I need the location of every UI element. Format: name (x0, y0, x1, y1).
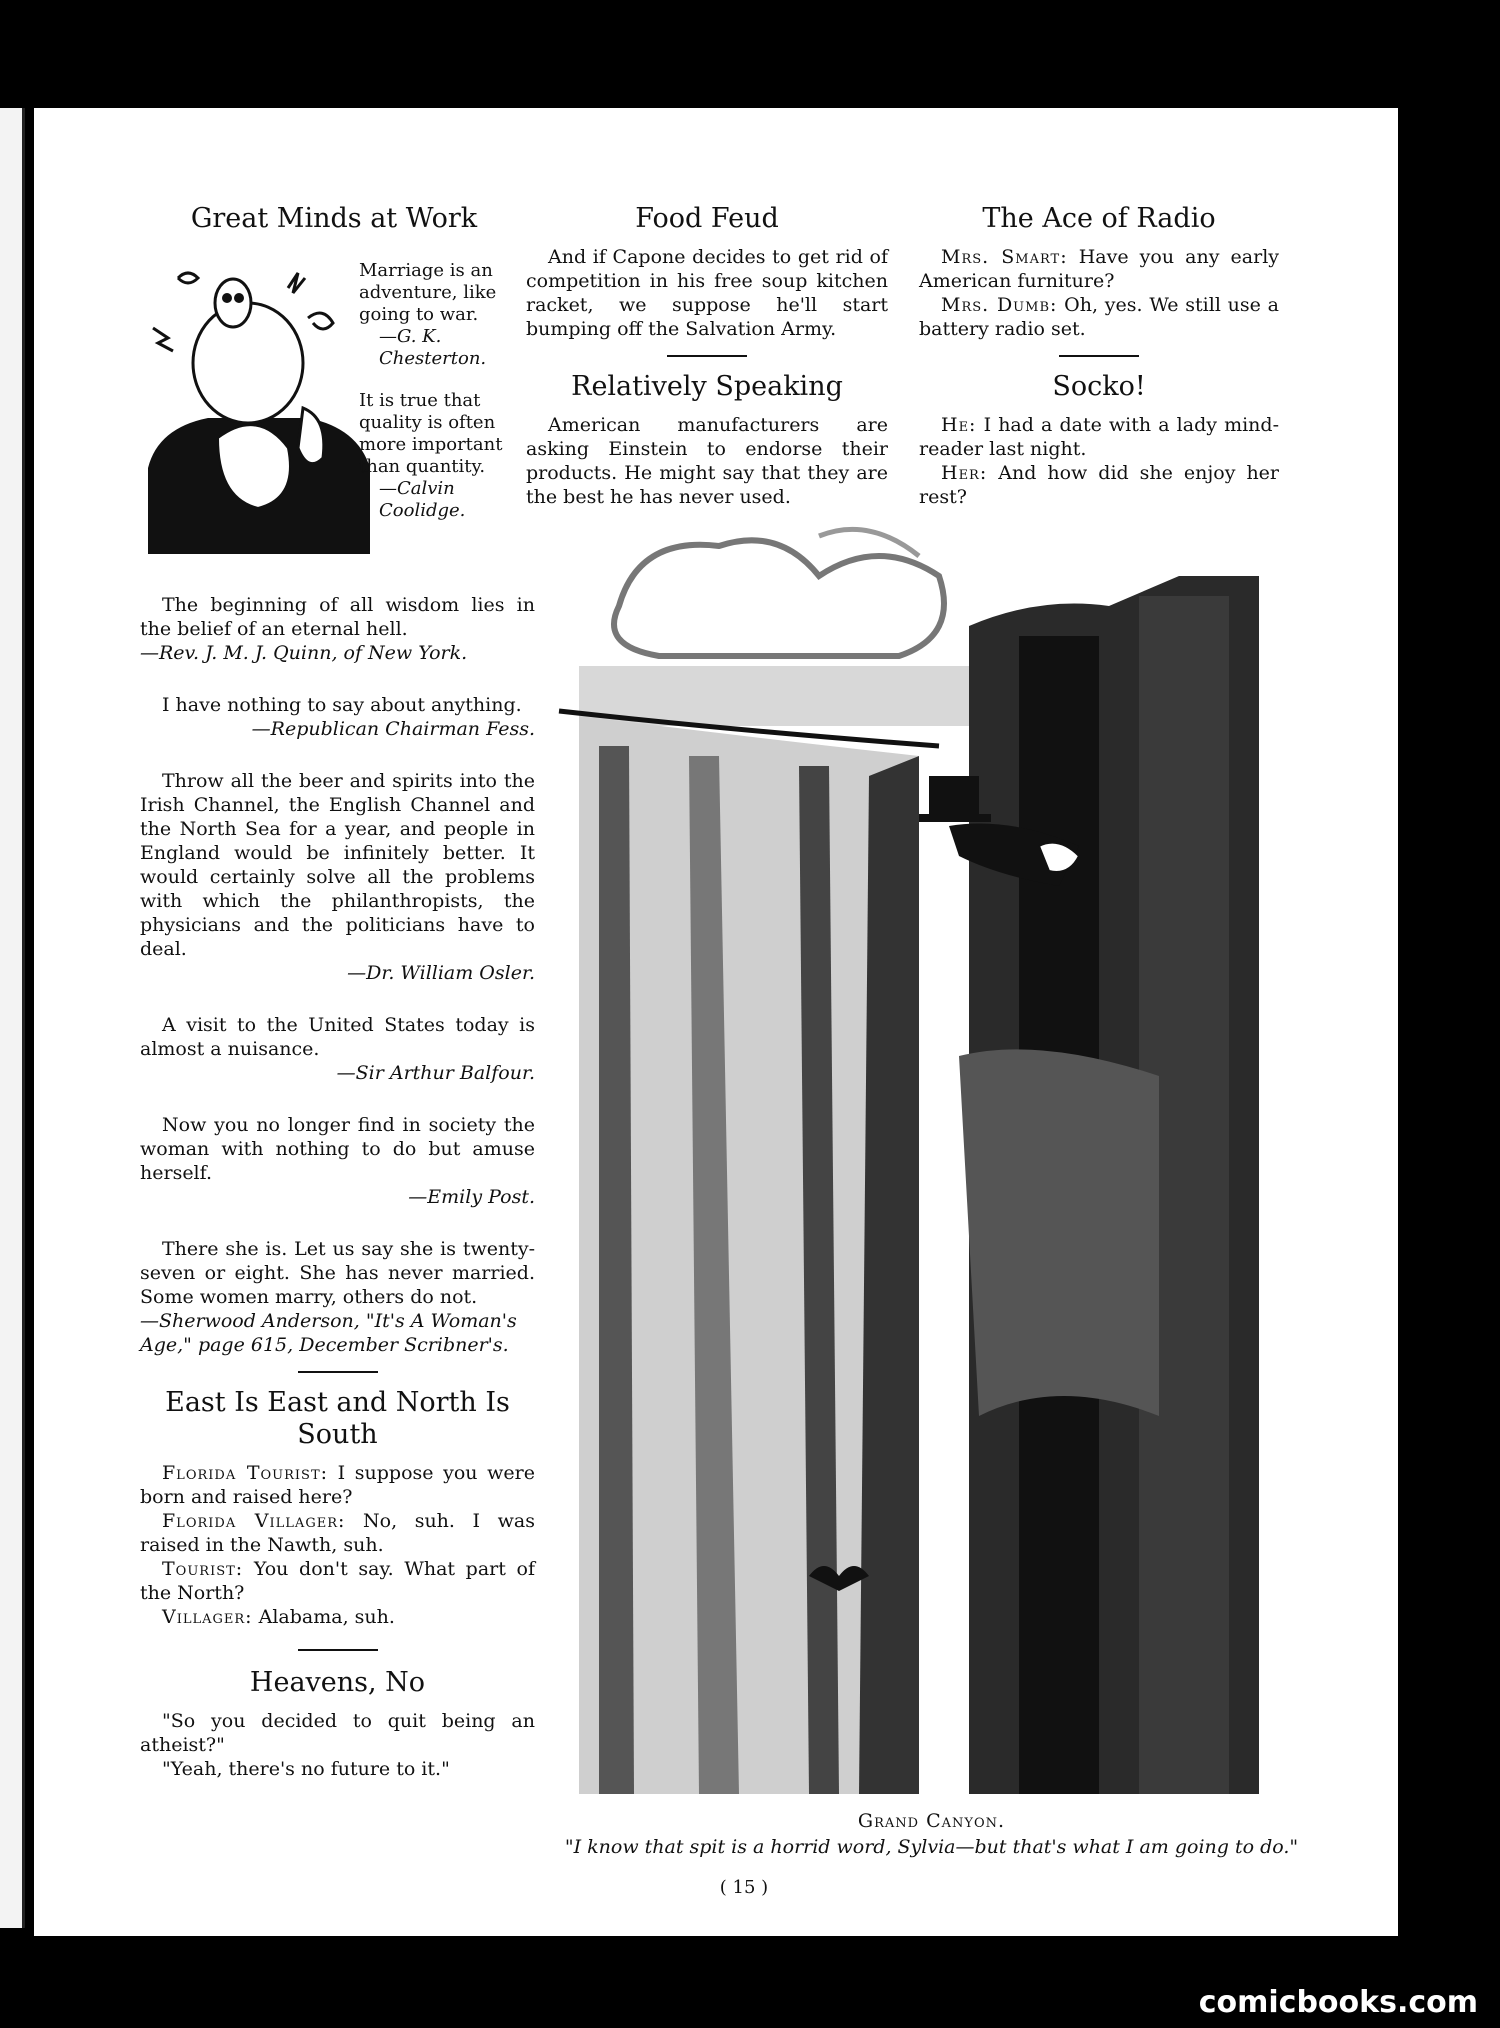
section-divider (667, 355, 747, 357)
line-text: Have you any early American furniture? (919, 246, 1280, 292)
speaker: Florida Villager: (162, 1510, 346, 1532)
section-divider (298, 1649, 378, 1651)
section-title-food-feud: Food Feud (635, 203, 779, 234)
quote-block (140, 593, 535, 665)
cartoon-caption (539, 1808, 1324, 1860)
section-title-east: East Is East and North Is South (165, 1387, 510, 1450)
speaker: Her: (941, 462, 988, 484)
quote-attr: —Sir Arthur Balfour. (336, 1062, 535, 1084)
watermark-text: comicbooks.com (1198, 1985, 1478, 2020)
dialogue-line (919, 245, 1279, 293)
dialogue-line (140, 1509, 535, 1557)
speaker: Florida Tourist: (162, 1462, 329, 1484)
quote-attr: —Sherwood Anderson, "It's A Woman's Age," page 615, December Scribner's. (140, 1310, 517, 1356)
quote-text: Now you no longer find in society the woman with nothing to do but amuse herself. (140, 1114, 535, 1184)
quote-text: The beginning of all wisdom lies in the belief of an eternal hell. (140, 594, 535, 640)
relatively-text: American manufacturers are asking Einstein to endorse their products. He might say that they are the best he has never used. (526, 414, 888, 508)
section-title-socko: Socko! (1052, 371, 1146, 402)
section-title-ace-of-radio: The Ace of Radio (982, 203, 1216, 234)
facing-page-edge (0, 108, 25, 1928)
quote-text: Throw all the beer and spirits into the Irish Channel, the English Channel and the North Sea for a year, and people in England would be infinitely better. It would certainly solve all the problems with which the philanthropists, the physicians and the politicians have to deal. (140, 770, 535, 960)
section-title-heavens: Heavens, No (249, 1667, 426, 1698)
speaker: Mrs. Dumb: (941, 294, 1058, 316)
speaker: He: (941, 414, 977, 436)
section-divider (298, 1371, 378, 1373)
caption-quote: "I know that spit is a horrid word, Sylvia—but that's what I am going to do." (564, 1836, 1299, 1858)
quote-text: There she is. Let us say she is twenty-seven or eight. She has never married. Some women marry, others do not. (140, 1238, 535, 1308)
attr-coolidge: —Calvin Coolidge. (379, 478, 466, 521)
quote-coolidge: It is true that quality is often more important than quantity. (359, 390, 503, 477)
dialogue-line: "Yeah, there's no future to it." (162, 1758, 450, 1780)
line-text: Oh, yes. We still use a battery radio set. (919, 294, 1279, 340)
quote-attr: —Republican Chairman Fess. (251, 718, 535, 740)
owl-cartoon-illustration (138, 258, 378, 554)
dialogue-line (140, 1461, 535, 1509)
section-title-relatively: Relatively Speaking (571, 371, 843, 402)
dialogue-line (140, 1605, 535, 1629)
attr-chesterton: —G. K. Chesterton. (379, 326, 487, 369)
line-text: I suppose you were born and raised here? (140, 1462, 535, 1508)
speaker: Tourist: (162, 1558, 244, 1580)
food-feud-text: And if Capone decides to get rid of competition in his free soup kitchen racket, we suppose he'll start bumping off the Salvation Army. (526, 246, 888, 340)
line-text: Alabama, suh. (258, 1606, 395, 1628)
magazine-page (34, 108, 1398, 1936)
quote-attr: —Emily Post. (408, 1186, 535, 1208)
owl-side-quotes (359, 260, 539, 522)
column-left-quotes (140, 593, 535, 1781)
speaker: Mrs. Smart: (941, 246, 1068, 268)
quote-block (140, 1113, 535, 1209)
line-text: I had a date with a lady mind-reader last night. (919, 414, 1279, 460)
quote-block (140, 1013, 535, 1085)
column-left (134, 203, 534, 245)
line-text: No, suh. I was raised in the Nawth, suh. (140, 1510, 536, 1556)
page-number: ( 15 ) (719, 1877, 769, 1898)
column-middle (526, 203, 888, 509)
dialogue-line: "So you decided to quit being an atheist?" (140, 1710, 535, 1756)
dialogue-line (140, 1557, 535, 1605)
quote-text: A visit to the United States today is almost a nuisance. (140, 1014, 535, 1060)
dialogue-line (919, 461, 1279, 509)
quote-chesterton: Marriage is an adventure, like going to war. (359, 260, 497, 325)
quote-block (140, 1237, 535, 1357)
quote-block (140, 769, 535, 985)
column-right (919, 203, 1279, 509)
grand-canyon-cartoon (539, 516, 1324, 1794)
quote-attr: —Rev. J. M. J. Quinn, of New York. (140, 642, 468, 664)
line-text: And how did she enjoy her rest? (919, 462, 1280, 508)
dialogue-line (919, 413, 1279, 461)
section-divider (1059, 355, 1139, 357)
quote-attr: —Dr. William Osler. (347, 962, 535, 984)
line-text: You don't say. What part of the North? (140, 1558, 535, 1604)
quote-block (140, 693, 535, 741)
caption-title: Grand Canyon. (857, 1810, 1006, 1832)
speaker: Villager: (162, 1606, 253, 1628)
section-title-great-minds: Great Minds at Work (190, 203, 478, 234)
quote-text: I have nothing to say about anything. (162, 694, 522, 716)
dialogue-line (919, 293, 1279, 341)
